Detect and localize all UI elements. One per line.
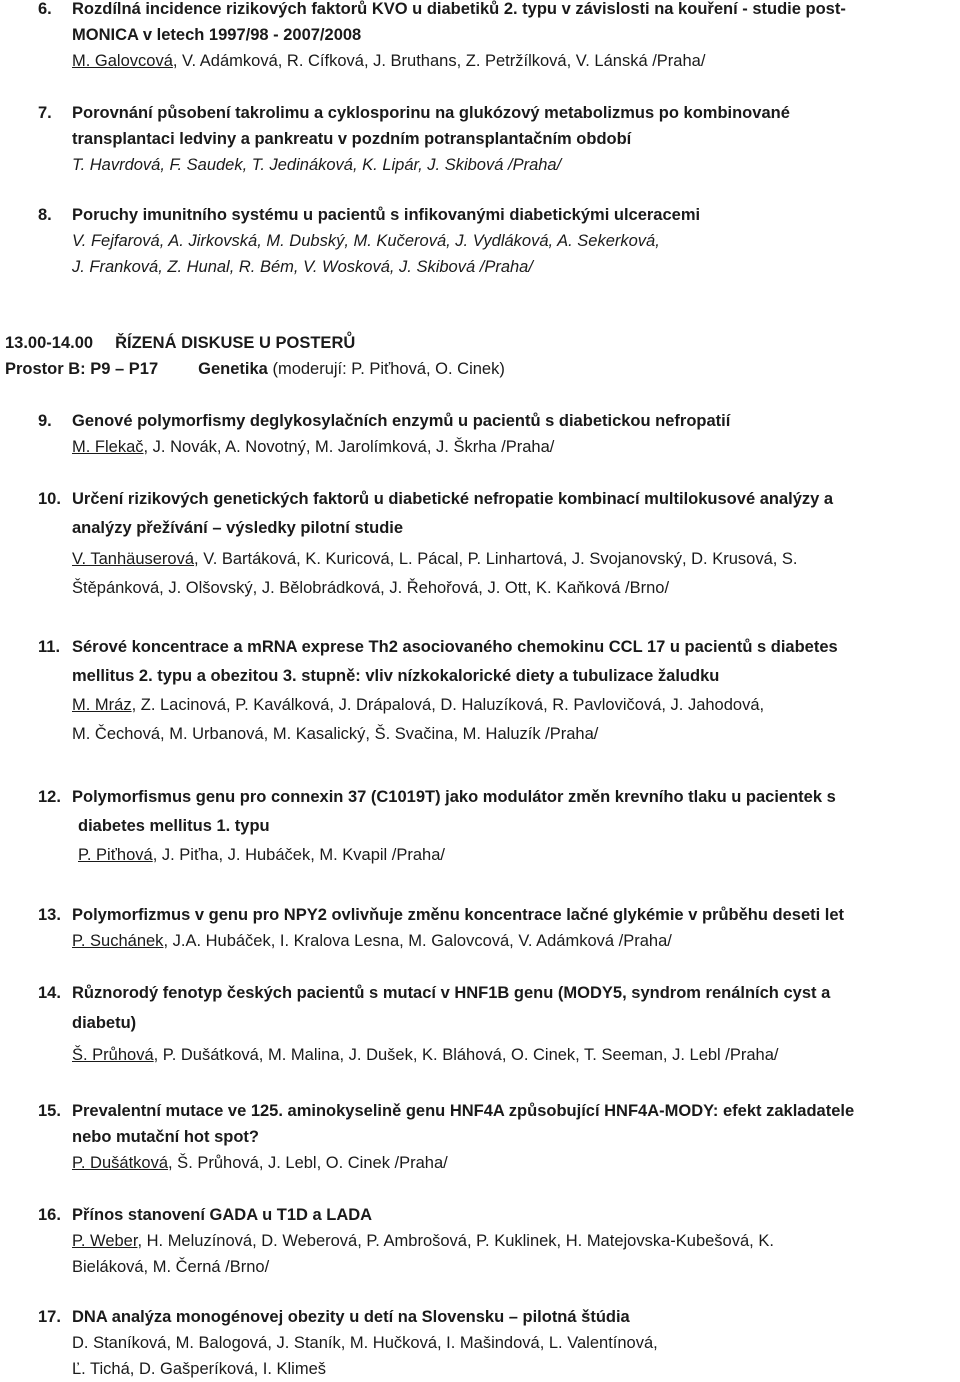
item-authors: D. Staníková, M. Balogová, J. Staník, M. Hučková, I. Mašindová, L. Valentínová, [72, 1334, 658, 1352]
item-authors: P. Suchánek, J.A. Hubáček, I. Kralova Lesna, M. Galovcová, V. Adámková /Praha/ [72, 932, 672, 950]
item-authors: V. Tanhäuserová, V. Bartáková, K. Kuricová, L. Pácal, P. Linhartová, J. Svojanovský, D. Krusová, S. [72, 550, 798, 568]
item-number: 7. [38, 104, 52, 122]
session-moderators: (moderují: P. Piťhová, O. Cinek) [272, 360, 505, 378]
presenting-author: V. Fejfarová [72, 232, 160, 250]
presenting-author: M. Galovcová [72, 52, 173, 70]
abstract-item-10 [38, 486, 956, 601]
item-number: 8. [38, 206, 52, 224]
abstract-item-7 [38, 100, 956, 178]
session-time: 13.00-14.00 [5, 334, 94, 352]
item-number: 11. [38, 638, 61, 656]
abstract-item-6 [38, 0, 956, 74]
item-number: 12. [38, 788, 61, 806]
item-title: Přínos stanovení GADA u T1D a LADA [72, 1206, 373, 1224]
abstract-item-12 [38, 784, 956, 868]
item-title-cont: MONICA v letech 1997/98 - 2007/2008 [72, 26, 362, 44]
item-title: mellitus 2. typu a obezitou 3. stupně: vliv nízkokalorické diety a tubulizace žaludku [72, 667, 720, 685]
abstract-item-11 [38, 634, 956, 747]
presenting-author: P. Weber [72, 1232, 138, 1250]
abstract-item-16 [38, 1202, 956, 1280]
item-title: Poruchy imunitního systému u pacientů s infikovanými diabetickými ulceracemi [72, 206, 701, 224]
item-authors: M. Čechová, M. Urbanová, M. Kasalický, Š. Svačina, M. Haluzík /Praha/ [72, 725, 599, 743]
item-title: DNA analýza monogénovej obezity u detí na Slovensku – pilotná štúdia [72, 1308, 630, 1326]
session-header [5, 330, 355, 356]
presenting-author: M. Mráz [72, 696, 132, 714]
abstract-item-17 [38, 1304, 956, 1382]
item-number: 14. [38, 984, 61, 1002]
item-title: transplantaci ledviny a pankreatu v pozdním potransplantačním období [72, 130, 632, 148]
item-title: Prevalentní mutace ve 125. aminokyselině genu HNF4A způsobující HNF4A-MODY: efekt zakladatele [72, 1102, 855, 1120]
item-title: diabetes mellitus 1. typu [78, 817, 270, 835]
item-authors: Ľ. Tichá, D. Gašperíková, I. Klimeš [72, 1360, 327, 1378]
item-title: analýzy přežívání – výsledky pilotní studie [72, 519, 404, 537]
item-number: 9. [38, 412, 52, 430]
presenting-author: Š. Průhová [72, 1046, 154, 1064]
item-title: Porovnání působení takrolimu a cyklosporinu na glukózový metabolizmus po kombinované [72, 104, 790, 122]
item-title: Polymorfizmus v genu pro NPY2 ovlivňuje změnu koncentrace lačné glykémie v průběhu deseti let [72, 906, 845, 924]
item-authors: V. Fejfarová, A. Jirkovská, M. Dubský, M. Kučerová, J. Vydláková, A. Sekerková, [72, 232, 660, 250]
item-authors: P. Piťhová, J. Piťha, J. Hubáček, M. Kvapil /Praha/ [78, 846, 445, 864]
item-title: diabetu) [72, 1014, 137, 1032]
session-title: ŘÍZENÁ DISKUSE U POSTERŮ [115, 334, 356, 352]
item-authors: M. Galovcová, V. Adámková, R. Cífková, J. Bruthans, Z. Petržílková, V. Lánská /Praha/ [72, 52, 706, 70]
room-label: Prostor B: [5, 360, 86, 378]
item-authors: P. Dušátková, Š. Průhová, J. Lebl, O. Cinek /Praha/ [72, 1154, 448, 1172]
item-authors: M. Flekač, J. Novák, A. Novotný, M. Jarolímková, J. Škrha /Praha/ [72, 438, 555, 456]
session-topic: Genetika [198, 360, 268, 378]
abstract-item-8 [38, 202, 956, 280]
presenting-author: V. Tanhäuserová [72, 550, 195, 568]
item-authors: Štěpánková, J. Olšovský, J. Bělobrádková, J. Řehořová, J. Ott, K. Kaňková /Brno/ [72, 579, 670, 597]
item-number: 17. [38, 1308, 61, 1326]
item-title: nebo mutační hot spot? [72, 1128, 259, 1146]
item-title: Různorodý fenotyp českých pacientů s mutací v HNF1B genu (MODY5, syndrom renálních cyst a [72, 984, 831, 1002]
presenting-author: T. Havrdová [72, 156, 161, 174]
item-number: 10. [38, 490, 61, 508]
abstract-item-9 [38, 408, 956, 460]
presenting-author: P. Piťhová [78, 846, 153, 864]
item-title: Určení rizikových genetických faktorů u diabetické nefropatie kombinací multilokusové analýzy a [72, 490, 834, 508]
item-title: Polymorfismus genu pro connexin 37 (C1019T) jako modulátor změn krevního tlaku u pacientek s [72, 788, 836, 806]
item-authors: T. Havrdová, F. Saudek, T. Jedináková, K. Lipár, J. Skibová /Praha/ [72, 156, 562, 174]
item-authors: P. Weber, H. Meluzínová, D. Weberová, P. Ambrošová, P. Kuklinek, H. Matejovska-Kubešová, K. [72, 1232, 774, 1250]
poster-range: P9 – P17 [90, 360, 159, 378]
abstract-item-15 [38, 1098, 956, 1176]
abstract-item-13 [38, 902, 956, 954]
session-room-line [5, 356, 505, 382]
abstract-item-14 [38, 980, 956, 1068]
presenting-author: M. Flekač [72, 438, 144, 456]
item-authors: Š. Průhová, P. Dušátková, M. Malina, J. Dušek, K. Bláhová, O. Cinek, T. Seeman, J. Lebl /Praha/ [72, 1046, 779, 1064]
item-authors: J. Franková, Z. Hunal, R. Bém, V. Wosková, J. Skibová /Praha/ [72, 258, 533, 276]
item-title: Sérové koncentrace a mRNA exprese Th2 asociovaného chemokinu CCL 17 u pacientů s diabetes [72, 638, 838, 656]
item-title: Genové polymorfismy deglykosylačních enzymů u pacientů s diabetickou nefropatií [72, 412, 731, 430]
item-authors: Bieláková, M. Černá /Brno/ [72, 1258, 270, 1276]
presenting-author: P. Dušátková [72, 1154, 169, 1172]
item-authors: M. Mráz, Z. Lacinová, P. Kaválková, J. Drápalová, D. Haluzíková, R. Pavlovičová, J. Jahodová, [72, 696, 765, 714]
item-number: 15. [38, 1102, 61, 1120]
item-number: 6. [38, 0, 52, 18]
item-number: 13. [38, 906, 61, 924]
item-title: Rozdílná incidence rizikových faktorů KVO u diabetiků 2. typu v závislosti na kouření - studie post- [72, 0, 846, 18]
item-number: 16. [38, 1206, 61, 1224]
presenting-author: P. Suchánek [72, 932, 164, 950]
